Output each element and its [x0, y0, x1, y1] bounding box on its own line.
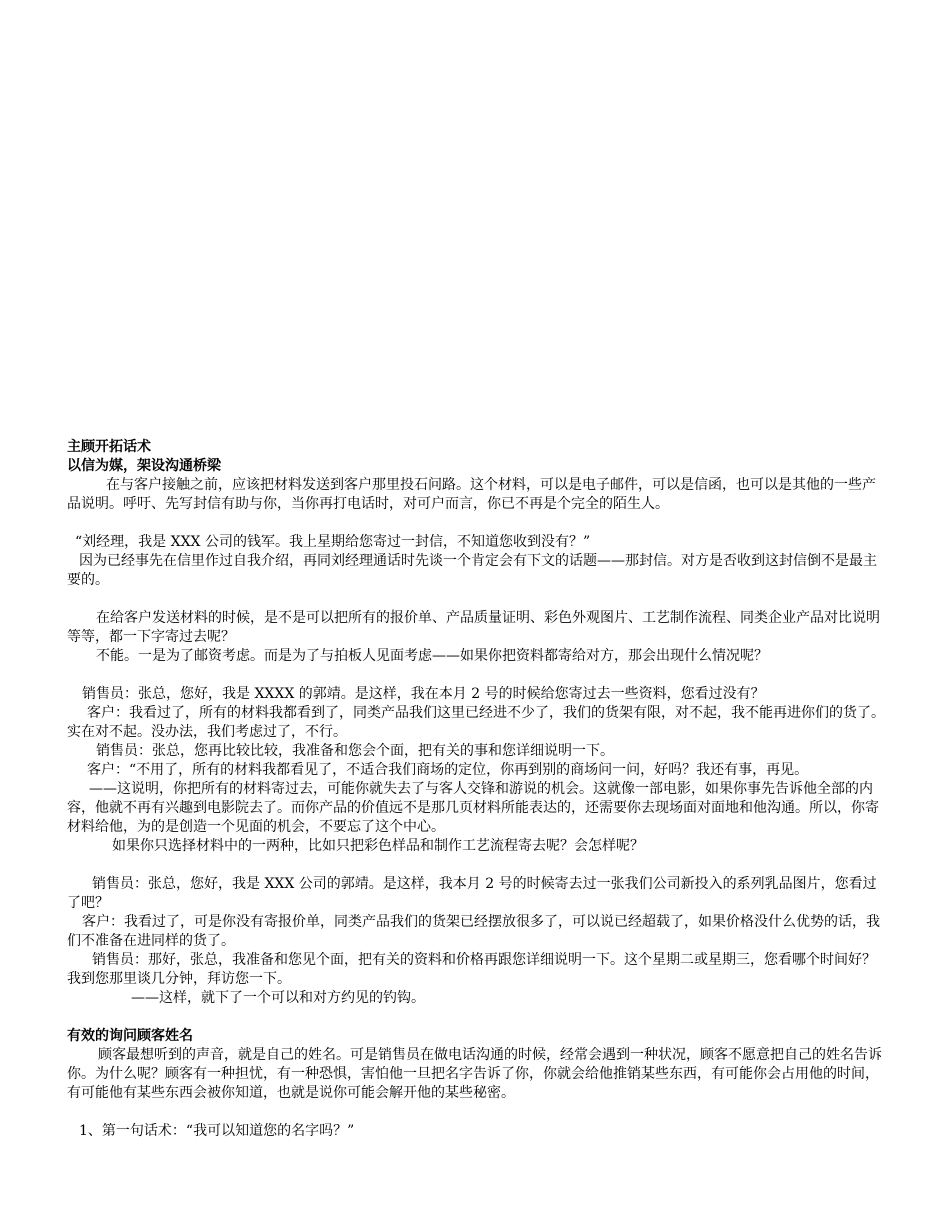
- dialog-2-client: 客户：我看过了，可是你没有寄报价单，同类产品我们的货架已经摆放很多了，可以说已经超载了，如果价格没什么优势的话，我们不准备在进同样的货了。: [67, 914, 880, 949]
- paragraph-answer-no: 不能。一是为了邮资考虑。而是为了与拍板人见面考虑——如果你把资料都寄给对方，那会出现什么情况呢？: [96, 648, 768, 664]
- analysis-2: ——这样，就下了一个可以和对方约见的钓钩。: [131, 990, 425, 1006]
- document-title: 主顾开拓话术: [67, 439, 151, 455]
- paragraph-customer-name: 顾客最想听到的声音，就是自己的姓名。可是销售员在做电话沟通的时候，经常会遇到一种状况，顾客不愿意把自己的姓名告诉你。为什么呢？顾客有一种担忧，有一种恐惧，害怕他一旦把名字告诉了你，你就会给他推销某些东西，有可能你会占用他的时间，有可能他有某些东西会被你知道，也就是说你可能会解开他的某些秘密。: [67, 1047, 882, 1101]
- paragraph-question-send-all: 在给客户发送材料的时候，是不是可以把所有的报价单、产品质量证明、彩色外观图片、工艺制作流程、同类企业产品对比说明等等，都一下字寄过去呢？: [67, 610, 880, 645]
- paragraph-explanation: 因为已经事先在信里作过自我介绍，再同刘经理通话时先谈一个肯定会有下文的话题——那封信。对方是否收到这封信倒不是最主要的。: [67, 553, 877, 588]
- dialog-1-client-reply: 客户：“不用了，所有的材料我都看见了，不适合我们商场的定位，你再到别的商场问一问，好吗？我还有事，再见。: [87, 762, 809, 778]
- question-partial-materials: 如果你只选择材料中的一两种，比如只把彩色样品和制作工艺流程寄去呢？会怎样呢？: [112, 838, 644, 854]
- dialog-2-salesperson-followup: 销售员：那好，张总，我准备和您见个面，把有关的资料和价格再跟您详细说明一下。这个星期二或星期三，您看哪个时间好？我到您那里谈几分钟，拜访您一下。: [67, 952, 876, 987]
- paragraph-intro: 在与客户接触之前，应该把材料发送到客户那里投石问路。这个材料，可以是电子邮件，可以是信函，也可以是其他的一些产品说明。呼吁、先写封信有助与你，当你再打电话时，对可户而言，你已不再是个完全的陌生人。: [67, 477, 876, 512]
- dialog-1-client: 客户：我看过了，所有的材料我都看到了，同类产品我们这里已经进不少了，我们的货架有限，对不起，我不能再进你们的货了。实在对不起。没办法，我们考虑过了，不行。: [67, 705, 885, 740]
- dialog-2-salesperson: 销售员：张总，您好，我是 XXX 公司的郭靖。是这样，我本月 2 号的时候寄去过一张我们公司新投入的系列乳品图片，您看过了吧？: [67, 876, 877, 911]
- section-heading-customer-name: 有效的询问顾客姓名: [67, 1028, 193, 1044]
- dialog-1-salesperson: 销售员：张总，您好，我是 XXXX 的郭靖。是这样，我在本月 2 号的时候给您寄过去一些资料，您看过没有？: [82, 686, 765, 702]
- section-heading-letter-bridge: 以信为媒，架设沟通桥梁: [67, 458, 221, 474]
- dialog-1-salesperson-followup: 销售员：张总，您再比较比较，我准备和您会个面，把有关的事和您详细说明一下。: [96, 743, 614, 759]
- document-body: [67, 438, 887, 1141]
- list-item-first-phrase: 1、第一句话术：“我可以知道您的名字吗？”: [79, 1123, 355, 1139]
- analysis-1: ——这说明，你把所有的材料寄过去，可能你就失去了与客人交锋和游说的机会。这就像一部电影，如果你事先告诉他全部的内容，他就不再有兴趣到电影院去了。而你产品的价值远不是那几页材料所能表达的，还需要你去现场面对面地和他沟通。所以，你寄材料给他，为的是创造一个见面的机会，不要忘了这个中心。: [67, 781, 879, 835]
- quote-phone-opening: “刘经理，我是 XXX 公司的钱军。我上星期给您寄过一封信，不知道您收到没有？”: [75, 534, 591, 550]
